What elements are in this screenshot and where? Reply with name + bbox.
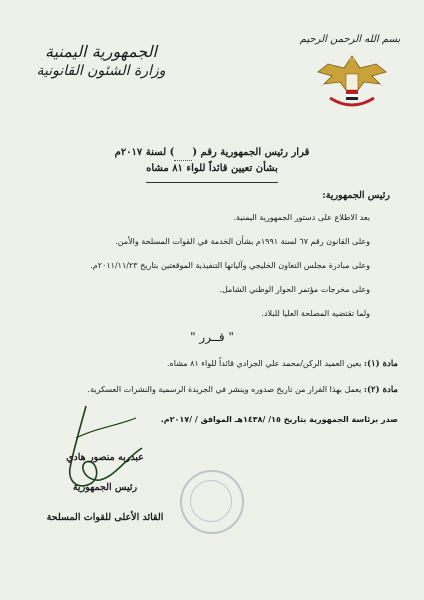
preamble-item: وعلى القانون رقم ٦٧ لسنة ١٩٩١م بشأن الخدمة في القوات المسلحة والأمن. xyxy=(115,237,370,246)
preamble-president: رئيس الجمهورية: xyxy=(322,190,390,201)
preamble-item: وعلى مخرجات مؤتمر الحوار الوطني الشامل. xyxy=(219,285,370,294)
signatory-title: رئيس الجمهورية xyxy=(72,482,138,493)
title-line-2: بشأن تعيين قائداً للواء ٨١ مشاه xyxy=(146,163,278,174)
article-label: مادة (١): xyxy=(363,359,398,369)
title-line-1 xyxy=(90,145,334,161)
preamble-item: وعلى مبادرة مجلس التعاون الخليجي وآلياتها التنفيذية الموقعتين بتاريخ ٢٠١١/١١/٢٣م. xyxy=(90,261,370,270)
preamble-item: ولما تقتضيه المصلحة العليا للبلاد. xyxy=(261,309,370,318)
preamble xyxy=(34,190,390,332)
article-2 xyxy=(26,384,398,396)
yemen-eagle-emblem xyxy=(314,50,390,112)
signatory-role: القائد الأعلى للقوات المسلحة xyxy=(46,512,164,523)
title-suffix: ) لسنة ٢٠١٧م xyxy=(114,147,175,158)
article-1 xyxy=(26,358,398,370)
basmala: بسم الله الرحمن الرحيم xyxy=(299,34,401,45)
preamble-item: بعد الاطلاع على دستور الجمهورية اليمنية. xyxy=(233,213,370,222)
issue-date-line: صدر برئاسة الجمهورية بتاريخ ١٥/ /١٤٣٨هـ الموافق / /٢٠١٧م. xyxy=(160,415,398,424)
article-text: يعين العميد الركن/محمد علي الجرادي قائداً للواء ٨١ مشاه. xyxy=(167,359,362,368)
official-stamp xyxy=(180,470,244,534)
decree-heading: " قــرر " xyxy=(190,330,234,344)
ministry-name: وزارة الشئون القانونية xyxy=(36,63,166,79)
republic-name: الجمهورية اليمنية xyxy=(44,42,157,61)
title-underline xyxy=(146,182,278,183)
letterhead xyxy=(26,42,176,79)
decree-number-blank xyxy=(174,145,192,161)
decree-title xyxy=(90,145,334,176)
signatory-name: عبدربه منصور هادي xyxy=(66,452,144,463)
title-prefix: قرار رئيس الجمهورية رقم ( xyxy=(192,147,310,158)
article-text: يعمل بهذا القرار من تاريخ صدوره وينشر في الجريدة الرسمية والنشرات العسكرية. xyxy=(87,385,362,394)
article-label: مادة (٢): xyxy=(363,385,398,395)
